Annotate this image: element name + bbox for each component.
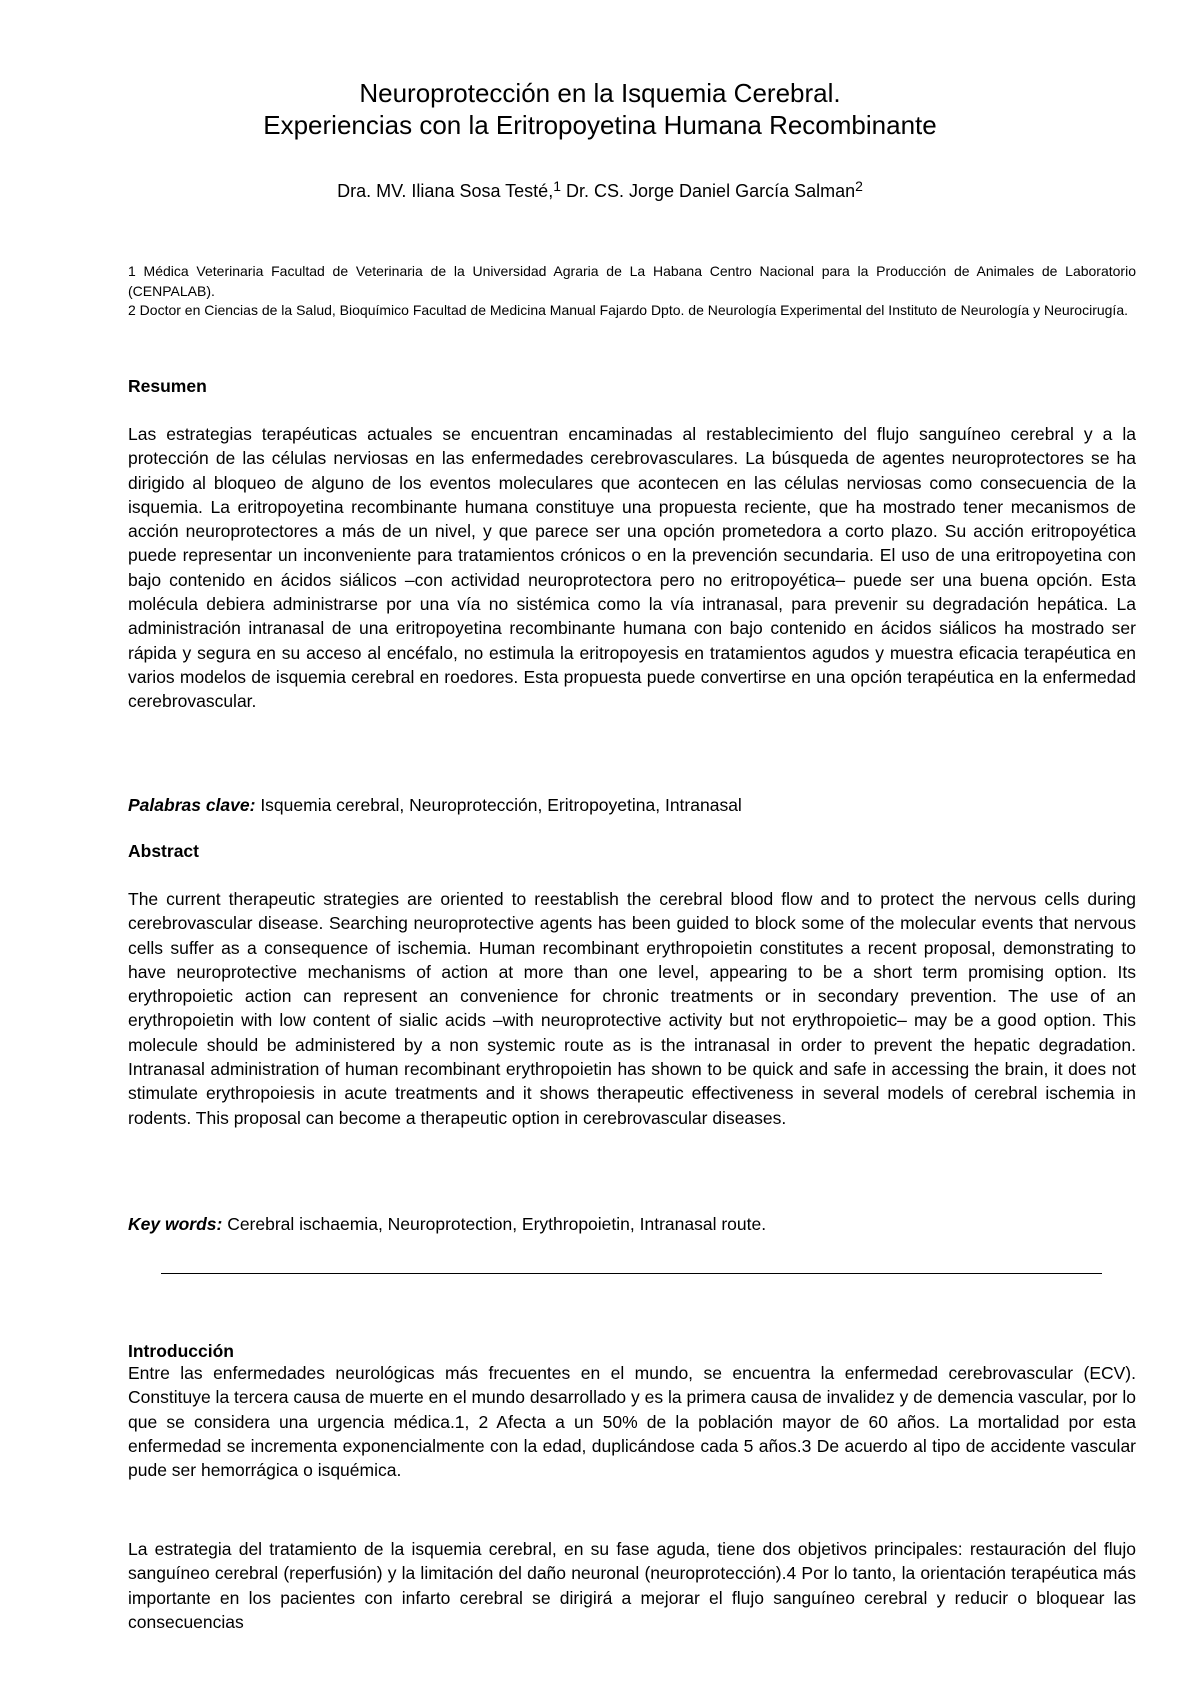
author-2-superscript: 2 — [855, 178, 863, 194]
abstract-heading: Abstract — [128, 841, 199, 861]
page-title — [0, 77, 1200, 141]
introduccion-body-1 — [128, 1361, 1136, 1482]
affiliation-2: 2 Doctor en Ciencias de la Salud, Bioquímico Facultad de Medicina Manual Fajardo Dpto. de Neurología Experimental del Instituto de Neurología y Neurocirugía. — [128, 302, 1128, 319]
resumen-keywords — [128, 793, 1136, 817]
author-2: Dr. CS. Jorge Daniel García Salman — [561, 181, 856, 201]
affiliation-1: 1 Médica Veterinaria Facultad de Veterinaria de la Universidad Agraria de La Habana Centro Nacional para la Producción de Animales de Laboratorio (CENPALAB). — [128, 263, 1136, 299]
section-divider — [161, 1273, 1102, 1274]
abstract-keywords-text: Cerebral ischaemia, Neuroprotection, Erythropoietin, Intranasal route. — [222, 1214, 767, 1234]
resumen-keywords-label: Palabras clave: — [128, 795, 256, 815]
introduccion-body-2 — [128, 1537, 1136, 1634]
resumen-section — [128, 375, 1136, 397]
title-line-2: Experiencias con la Eritropoyetina Humana Recombinante — [263, 110, 937, 140]
abstract-keywords-label: Key words: — [128, 1214, 223, 1234]
abstract-text: The current therapeutic strategies are oriented to reestablish the cerebral blood flow and to protect the nervous cells during cerebrovascular disease. Searching neuroprotective agents has been guided to block some of the molecular events that nervous cells suffer as a consequence of ischemia. Human recombinant erythropoietin constitutes a recent proposal, demonstrating to have neuroprotective mechanisms of action at more than one level, appearing to be a short term promising option. Its erythropoietic action can represent an convenience for chronic treatments or in secondary prevention. The use of an erythropoietin with low content of sialic acids –with neuroprotective activity but not erythropoietic– may be a good option. This molecule should be administered by a non systemic route as is the intranasal in order to prevent the hepatic degradation. Intranasal administration of human recombinant erythropoietin has shown to be quick and safe in accessing the brain, it does not stimulate erythropoiesis in acute treatments and it shows therapeutic effectiveness in several models of cerebral ischemia in rodents. This proposal can become a therapeutic option in cerebrovascular diseases. — [128, 889, 1136, 1128]
author-1: Dra. MV. Iliana Sosa Testé, — [337, 181, 554, 201]
introduccion-heading: Introducción — [128, 1341, 234, 1361]
author-list — [0, 180, 1200, 202]
introduccion-paragraph-2: La estrategia del tratamiento de la isquemia cerebral, en su fase aguda, tiene dos objetivos principales: restauración del flujo sanguíneo cerebral (reperfusión) y la limitación del daño neuronal (neuroprotección).4 Por lo tanto, la orientación terapéutica más importante en los pacientes con infarto cerebral se dirigirá a mejorar el flujo sanguíneo cerebral y reducir o bloquear las consecuencias — [128, 1539, 1136, 1632]
author-1-superscript: 1 — [553, 178, 561, 194]
resumen-text: Las estrategias terapéuticas actuales se encuentran encaminadas al restablecimiento del flujo sanguíneo cerebral y a la protección de las células nerviosas en las enfermedades cerebrovasculares. La búsqueda de agentes neuroprotectores se ha dirigido al bloqueo de alguno de los eventos moleculares que acontecen en las células nerviosas como consecuencia de la isquemia. La eritropoyetina recombinante humana constituye una propuesta reciente, que ha mostrado tener mecanismos de acción neuroprotectores a más de un nivel, y que parece ser una opción prometedora a corto plazo. Su acción eritropoyética puede representar un inconveniente para tratamientos crónicos o en la prevención secundaria. El uso de una eritropoyetina con bajo contenido en ácidos siálicos –con actividad neuroprotectora pero no eritropoyética– puede ser una buena opción. Esta molécula debiera administrarse por una vía no sistémica como la vía intranasal, para prevenir su degradación hepática. La administración intranasal de una eritropoyetina recombinante humana con bajo contenido en ácidos siálicos ha mostrado ser rápida y segura en su acceso al encéfalo, no estimula la eritropoyesis en tratamientos agudos y muestra eficacia terapéutica en varios modelos de isquemia cerebral en roedores. Esta propuesta puede convertirse en una opción terapéutica en la enfermedad cerebrovascular. — [128, 424, 1136, 712]
abstract-keywords — [128, 1212, 1136, 1236]
introduccion-paragraph-1: Entre las enfermedades neurológicas más frecuentes en el mundo, se encuentra la enfermedad cerebrovascular (ECV). Constituye la tercera causa de muerte en el mundo desarrollado y es la primera causa de invalidez y de demencia vascular, por lo que se considera una urgencia médica.1, 2 Afecta a un 50% de la población mayor de 60 años. La mortalidad por esta enfermedad se incrementa exponencialmente con la edad, duplicándose cada 5 años.3 De acuerdo al tipo de accidente vascular pude ser hemorrágica o isquémica. — [128, 1363, 1136, 1481]
abstract-body — [128, 887, 1136, 1130]
resumen-heading: Resumen — [128, 376, 207, 396]
affiliations — [128, 262, 1136, 321]
resumen-keywords-text: Isquemia cerebral, Neuroprotección, Eritropoyetina, Intranasal — [255, 795, 742, 815]
resumen-body — [128, 422, 1136, 714]
abstract-section — [128, 840, 1136, 862]
introduccion-section — [128, 1340, 1136, 1362]
title-line-1: Neuroprotección en la Isquemia Cerebral. — [359, 78, 841, 108]
